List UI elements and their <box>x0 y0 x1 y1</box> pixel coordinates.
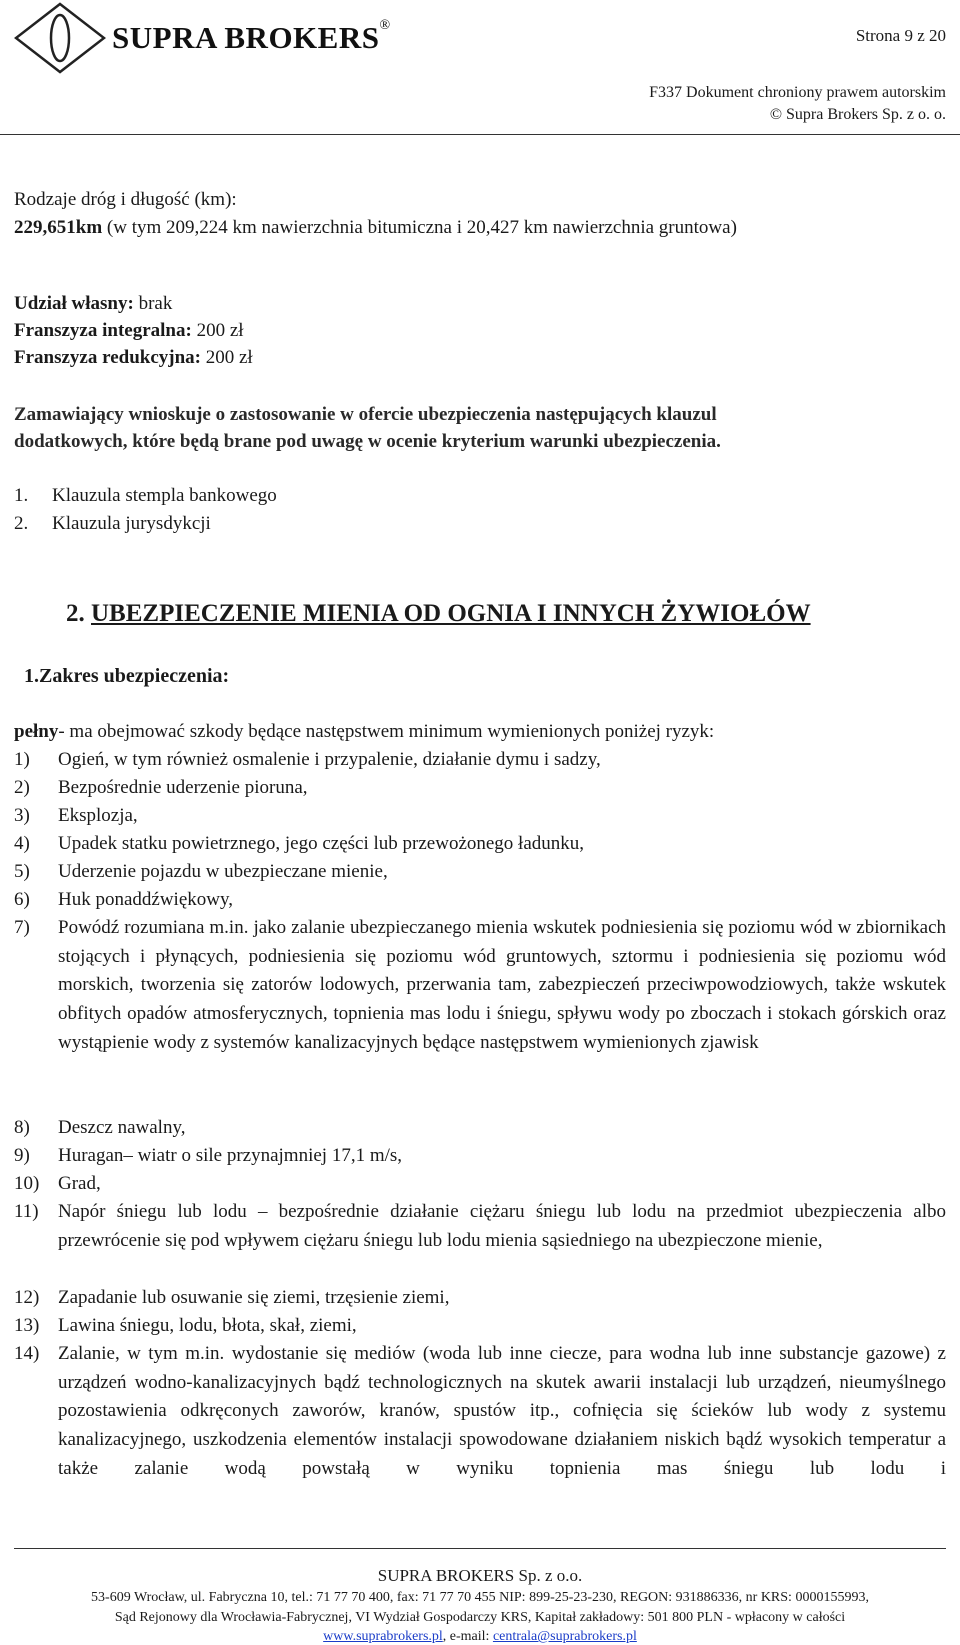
risk-number: 14) <box>14 1343 40 1364</box>
risk-number: 2) <box>14 777 30 798</box>
own-share-value: brak <box>133 293 173 314</box>
section-number: 2. <box>66 600 91 627</box>
scope-intro-text: - ma obejmować szkody będące następstwem minimum wymienionych poniżej ryzyk: <box>58 721 715 742</box>
clause-item: Klauzula jurysdykcji <box>52 513 211 534</box>
risk-number: 6) <box>14 889 30 910</box>
clauses-intro-line2: dodatkowych, które będą brane pod uwagę w ocenie kryterium warunki ubezpieczenia. <box>14 431 721 452</box>
email-label: , e-mail: <box>442 1629 493 1644</box>
risk-number: 4) <box>14 833 30 854</box>
registered-mark: ® <box>379 18 391 33</box>
risk-item-flooding: Zalanie, w tym m.in. wydostanie się mediów (woda lub inne ciecze, para wodna lub inne substancje gazowe) z urządzeń wodno-kanalizacyjnych bądź technologicznych na skutek awarii instalacji lub urządzeń, nieumyślnego pozostawienia odkręconych zaworów, kranów, spustów itp., cofnięcia się ścieków lub wody z systemu kanalizacyjnego, uszkodzenia elementów instalacji spowodowane działaniem niskich bądź wysokich temperatur a także zalanie wodą powstałą w wyniku topnienia mas śniegu lub lodu i <box>58 1343 946 1479</box>
risk-number: 13) <box>14 1315 40 1336</box>
email-link[interactable]: centrala@suprabrokers.pl <box>492 1629 637 1644</box>
risk-number: 11) <box>14 1201 39 1222</box>
website-link[interactable]: www.suprabrokers.pl <box>323 1629 443 1644</box>
footer-address: 53-609 Wrocław, ul. Fabryczna 10, tel.: 71 77 70 400, fax: 71 77 70 455 NIP: 899-25-23-230, REGON: 931886336, nr KRS: 0000155993, <box>91 1590 869 1605</box>
clause-number: 1. <box>14 485 29 506</box>
risk-item: Uderzenie pojazdu w ubezpieczane mienie, <box>58 861 388 882</box>
own-share-label: Udział własny: <box>14 293 134 314</box>
roads-length <box>14 214 737 242</box>
scope-heading: 1.Zakres ubezpieczenia: <box>24 665 230 687</box>
own-share <box>14 290 172 318</box>
risk-item-snow-pressure: Napór śniegu lub lodu – bezpośrednie działanie ciężaru śniegu lub lodu na przedmiot ubezpieczenia albo przewrócenie się pod wpływem ciężaru śniegu lub lodu mienia sąsiedniego na ubezpieczone mienie, <box>58 1201 946 1251</box>
risk-item: Upadek statku powietrznego, jego części lub przewożonego ładunku, <box>58 833 585 854</box>
clause-number: 2. <box>14 513 29 534</box>
risk-item: Ogień, w tym również osmalenie i przypalenie, działanie dymu i sadzy, <box>58 749 601 770</box>
footer-contact <box>0 1629 960 1645</box>
integral-franchise <box>14 317 244 345</box>
integral-franchise-label: Franszyza integralna: <box>14 320 192 341</box>
section-heading <box>66 600 811 628</box>
risk-item-flood: Powódź rozumiana m.in. jako zalanie ubezpieczanego mienia wskutek podniesienia się poziomu wód w zbiornikach stojących i płynących, podniesienia się poziomu wód gruntowych, sztormu i podniesienia się poziomu wód morskich, tworzenia się zatorów lodowych, przerwania tam, zabezpieczeń przeciwpowodziowych, także wskutek obfitych opadów atmosferycznych, topnienia mas lodu i śniegu, spływu wody po zboczach i stokach górskich oraz wystąpienie wody z systemów kanalizacyjnych będące następstwem wymienionych zjawisk <box>58 917 946 1053</box>
risk-number: 1) <box>14 749 30 770</box>
scope-intro <box>14 718 714 746</box>
risk-number: 7) <box>14 917 30 938</box>
footer-company: SUPRA BROKERS Sp. z o.o. <box>377 1566 583 1585</box>
risk-number: 9) <box>14 1145 30 1166</box>
header-divider <box>0 134 960 135</box>
risk-item: Zapadanie lub osuwanie się ziemi, trzęsienie ziemi, <box>58 1287 450 1308</box>
risk-item: Huragan– wiatr o sile przynajmniej 17,1 m/s, <box>58 1145 403 1166</box>
copyright-notice: F337 Dokument chroniony prawem autorskim <box>649 84 946 101</box>
risk-number: 5) <box>14 861 30 882</box>
page-number: Strona 9 z 20 <box>855 26 946 45</box>
risk-item: Eksplozja, <box>58 805 138 826</box>
risk-number: 3) <box>14 805 30 826</box>
scope-intro-bold: pełny <box>14 721 59 742</box>
risk-item: Deszcz nawalny, <box>58 1117 186 1138</box>
roads-total: 229,651km <box>14 217 103 238</box>
copyright-owner: © Supra Brokers Sp. z o. o. <box>769 106 946 123</box>
roads-detail: (w tym 209,224 km nawierzchnia bitumiczna i 20,427 km nawierzchnia gruntowa) <box>102 217 737 238</box>
clause-item: Klauzula stempla bankowego <box>52 485 277 506</box>
section-title: UBEZPIECZENIE MIENIA OD OGNIA I INNYCH ŻYWIOŁÓW <box>91 600 811 627</box>
reduction-franchise-value: 200 zł <box>201 347 253 368</box>
brand-name: SUPRA BROKERS® <box>112 18 391 55</box>
risk-item: Bezpośrednie uderzenie pioruna, <box>58 777 308 798</box>
roads-label: Rodzaje dróg i długość (km): <box>14 189 237 210</box>
risk-number: 12) <box>14 1287 40 1308</box>
supra-brokers-logo-icon <box>14 2 106 74</box>
risk-item: Huk ponaddźwiękowy, <box>58 889 234 910</box>
integral-franchise-value: 200 zł <box>191 320 244 341</box>
clauses-intro-line1: Zamawiający wnioskuje o zastosowanie w ofercie ubezpieczenia następujących klauzul <box>14 404 717 425</box>
risk-item: Grad, <box>58 1173 101 1194</box>
reduction-franchise-label: Franszyza redukcyjna: <box>14 347 201 368</box>
risk-number: 8) <box>14 1117 30 1138</box>
reduction-franchise <box>14 344 253 372</box>
footer-divider <box>14 1548 946 1549</box>
risk-number: 10) <box>14 1173 40 1194</box>
risk-item: Lawina śniegu, lodu, błota, skał, ziemi, <box>58 1315 357 1336</box>
footer-court-registry: Sąd Rejonowy dla Wrocławia-Fabrycznej, VI Wydział Gospodarczy KRS, Kapitał zakładowy: 501 800 PLN - wpłacony w całości <box>114 1610 846 1625</box>
